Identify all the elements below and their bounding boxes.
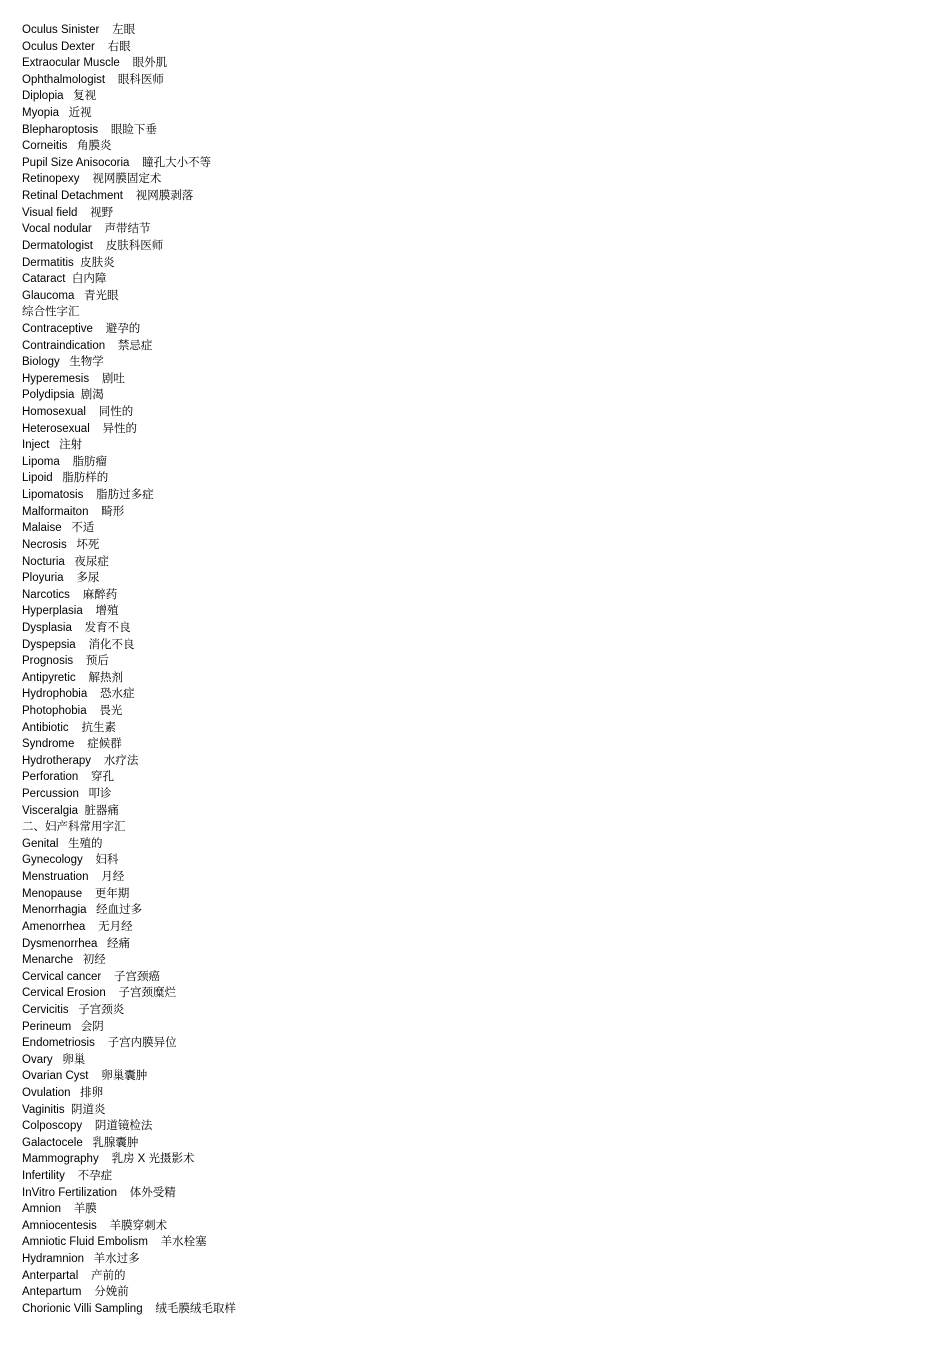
glossary-line: Genital 生殖的 (22, 837, 103, 850)
glossary-line: Pupil Size Anisocoria 瞳孔大小不等 (22, 156, 212, 169)
glossary-line: Photophobia 畏光 (22, 704, 123, 717)
glossary-line: Perforation 穿孔 (22, 771, 115, 784)
glossary-line: Gynecology 妇科 (22, 854, 119, 867)
glossary-line: Vocal nodular 声带结节 (22, 223, 151, 236)
glossary-line: Necrosis 坏死 (22, 538, 100, 551)
glossary-line: Dyspepsia 消化不良 (22, 638, 135, 651)
glossary-line: Blepharoptosis 眼睑下垂 (22, 123, 157, 136)
glossary-line: Menorrhagia 经血过多 (22, 904, 143, 917)
glossary-line: Hydrophobia 恐水症 (22, 688, 135, 701)
section-heading: 综合性字汇 (22, 306, 80, 319)
glossary-line: Oculus Dexter 右眼 (22, 40, 131, 53)
glossary-line: Menarche 初经 (22, 954, 106, 967)
glossary-line: Ovarian Cyst 卵巢囊肿 (22, 1070, 148, 1083)
glossary-line: Ployuria 多尿 (22, 572, 100, 585)
glossary-line: Hyperemesis 剧吐 (22, 372, 125, 385)
glossary-line: Prognosis 预后 (22, 655, 109, 668)
glossary-line: Dysplasia 发育不良 (22, 621, 131, 634)
glossary-line: Visual field 视野 (22, 206, 114, 219)
glossary-line: Amenorrhea 无月经 (22, 920, 133, 933)
glossary-line: Mammography 乳房 X 光摄影术 (22, 1153, 195, 1166)
glossary-line: Malaise 不适 (22, 522, 95, 535)
glossary-line: Narcotics 麻醉药 (22, 588, 118, 601)
glossary-line: Lipoid 脂肪样的 (22, 472, 109, 485)
glossary-line: Hydrotherapy 水疗法 (22, 754, 139, 767)
glossary-line: Oculus Sinister 左眼 (22, 24, 136, 36)
section-heading: 二、妇产科常用字汇 (22, 821, 126, 834)
glossary-line: Lipoma 脂肪瘤 (22, 455, 107, 468)
glossary-line: Antepartum 分娩前 (22, 1286, 129, 1299)
glossary-line: Visceralgia 脏器痛 (22, 804, 119, 817)
glossary-line: Cervical Erosion 子宫颈糜烂 (22, 987, 177, 1000)
glossary-line: Hyperplasia 增殖 (22, 605, 119, 618)
glossary-line: Cervical cancer 子宫颈癌 (22, 970, 161, 983)
glossary-line: Antipyretic 解热剂 (22, 671, 123, 684)
glossary-line: Biology 生物学 (22, 356, 104, 369)
glossary-line: Dysmenorrhea 经痛 (22, 937, 131, 950)
glossary-line: Homosexual 同性的 (22, 406, 134, 419)
glossary-line: InVitro Fertilization 体外受精 (22, 1186, 176, 1199)
glossary-line: Syndrome 症候群 (22, 738, 122, 751)
glossary-line: Antibiotic 抗生素 (22, 721, 116, 734)
glossary-line: Menstruation 月经 (22, 871, 125, 884)
glossary-line: Cataract 白内障 (22, 273, 107, 286)
glossary-line: Inject 注射 (22, 439, 83, 452)
glossary-line: Infertility 不孕症 (22, 1170, 113, 1183)
glossary-line: Perineum 会阴 (22, 1020, 104, 1033)
glossary-line: Colposcopy 阴道镜检法 (22, 1120, 153, 1133)
glossary-line: Corneitis 角膜炎 (22, 140, 112, 153)
glossary-line: Ovulation 排卵 (22, 1087, 104, 1099)
glossary-line: Dermatitis 皮肤炎 (22, 256, 115, 269)
glossary-line: Heterosexual 异性的 (22, 422, 138, 435)
glossary-line: Contraindication 禁忌症 (22, 339, 153, 352)
glossary-line: Ophthalmologist 眼科医师 (22, 73, 164, 86)
glossary-line: Lipomatosis 脂肪过多症 (22, 489, 154, 502)
glossary-page (22, 22, 922, 1318)
glossary-line: Glaucoma 青光眼 (22, 289, 119, 302)
glossary-line: Myopia 近视 (22, 107, 92, 120)
glossary-line: Vaginitis 阴道炎 (22, 1103, 106, 1116)
glossary-line: Extraocular Muscle 眼外肌 (22, 57, 168, 70)
glossary-line: Malformaiton 畸形 (22, 505, 125, 518)
glossary-line: Diplopia 复视 (22, 90, 97, 103)
glossary-line: Polydipsia 剧渴 (22, 389, 104, 402)
glossary-line: Hydramnion 羊水过多 (22, 1253, 140, 1266)
glossary-line: Galactocele 乳腺囊肿 (22, 1136, 139, 1149)
glossary-line: Contraceptive 避孕的 (22, 322, 141, 335)
glossary-line: Anterpartal 产前的 (22, 1269, 126, 1282)
glossary-line: Menopause 更年期 (22, 887, 130, 900)
glossary-line: Chorionic Villi Sampling 绒毛膜绒毛取样 (22, 1302, 236, 1315)
glossary-line: Amniocentesis 羊膜穿刺术 (22, 1219, 168, 1232)
glossary-line: Endometriosis 子宫内膜异位 (22, 1037, 177, 1050)
glossary-line: Dermatologist 皮肤科医师 (22, 239, 164, 252)
glossary-line: Amniotic Fluid Embolism 羊水栓塞 (22, 1236, 207, 1249)
glossary-line: Cervicitis 子宫颈炎 (22, 1003, 125, 1016)
glossary-line: Ovary 卵巢 (22, 1053, 86, 1066)
glossary-line: Nocturia 夜尿症 (22, 555, 109, 568)
glossary-line: Amnion 羊膜 (22, 1203, 97, 1216)
glossary-line: Retinal Detachment 视网膜剥落 (22, 190, 194, 203)
glossary-line: Retinopexy 视网膜固定术 (22, 173, 162, 186)
glossary-line: Percussion 叩诊 (22, 788, 112, 801)
